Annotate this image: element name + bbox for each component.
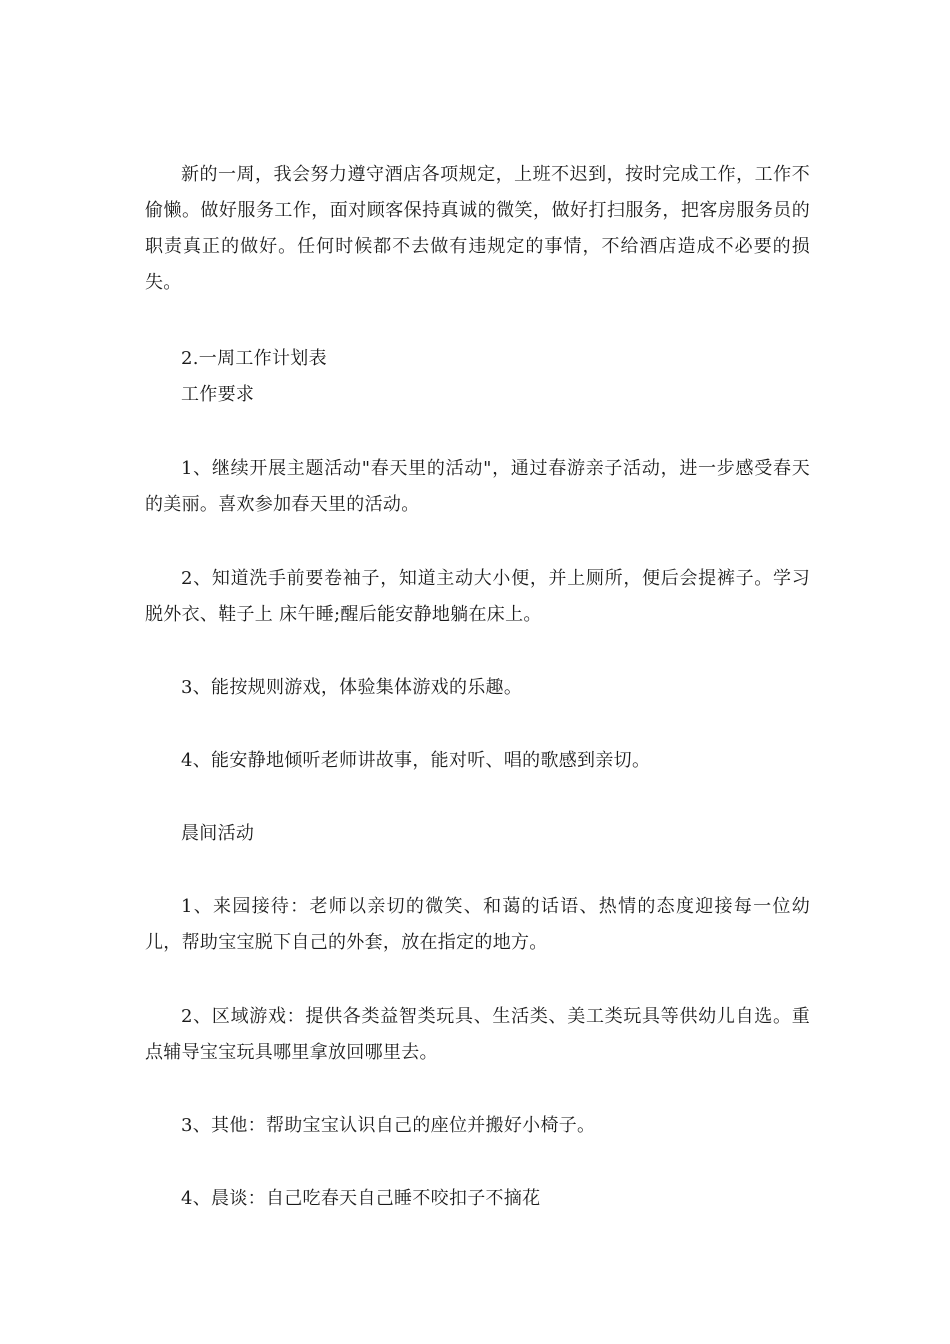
intro-paragraph: 新的一周，我会努力遵守酒店各项规定，上班不迟到，按时完成工作，工作不偷懒。做好服务工作，面对顾客保持真诚的微笑，做好打扫服务，把客房服务员的职责真正的做好。任何时候都不去做有违规定的事情，不给酒店造成不必要的损失。 <box>145 164 810 293</box>
morning-activity-item: 3、其他：帮助宝宝认识自己的座位并搬好小椅子。 <box>181 1115 596 1136</box>
morning-activity-item: 2、区域游戏：提供各类益智类玩具、生活类、美工类玩具等供幼儿自选。重点辅导宝宝玩具哪里拿放回哪里去。 <box>145 1006 810 1063</box>
morning-activity-item: 1、来园接待：老师以亲切的微笑、和蔼的话语、热情的态度迎接每一位幼儿，帮助宝宝脱下自己的外套，放在指定的地方。 <box>145 896 810 953</box>
morning-activities-heading: 晨间活动 <box>181 823 255 844</box>
requirement-item: 3、能按规则游戏，体验集体游戏的乐趣。 <box>181 677 523 698</box>
work-requirements-heading: 工作要求 <box>181 384 255 405</box>
morning-activity-item: 4、晨谈：自己吃春天自己睡不咬扣子不摘花 <box>181 1188 541 1209</box>
requirement-item: 2、知道洗手前要卷袖子，知道主动大小便，并上厕所，便后会提裤子。学习脱外衣、鞋子上 床午睡;醒后能安静地躺在床上。 <box>145 568 810 625</box>
section-heading: 2.一周工作计划表 <box>181 348 327 369</box>
requirement-item: 4、能安静地倾听老师讲故事，能对听、唱的歌感到亲切。 <box>181 750 651 771</box>
requirement-item: 1、继续开展主题活动"春天里的活动"，通过春游亲子活动，进一步感受春天的美丽。喜欢参加春天里的活动。 <box>145 458 810 515</box>
